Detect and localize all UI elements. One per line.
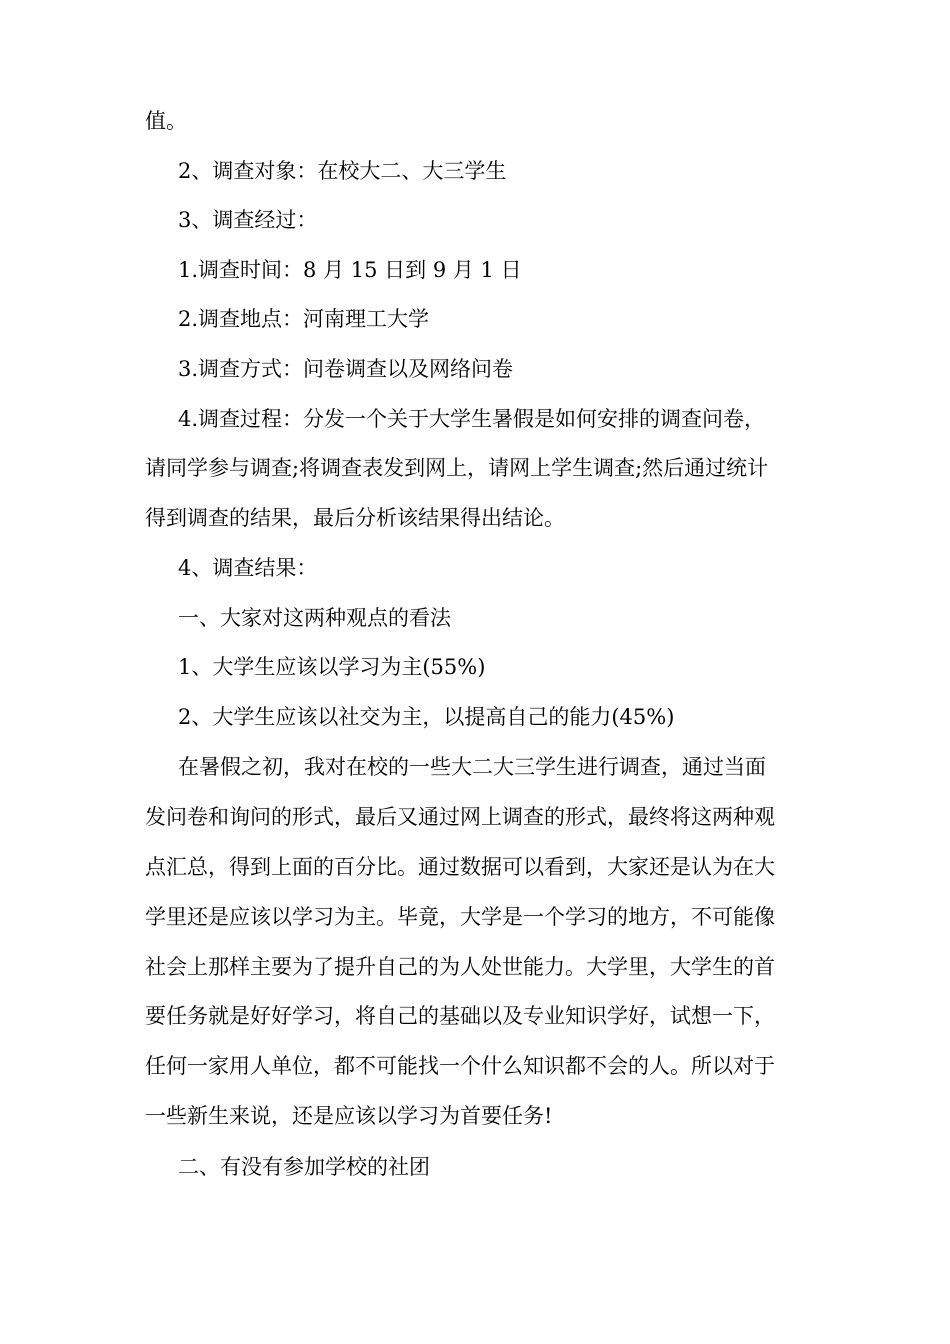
paragraph-line: 一些新生来说，还是应该以学习为首要任务! (145, 1104, 553, 1128)
paragraph-line: 要任务就是好好学习，将自己的基础以及专业知识学好，试想一下， (145, 1004, 775, 1028)
survey-procedure-line: 4.调查过程：分发一个关于大学生暑假是如何安排的调查问卷， (178, 407, 766, 431)
paragraph-line: 在暑假之初，我对在校的一些大二大三学生进行调查，通过当面 (178, 755, 766, 779)
paragraph-line: 社会上那样主要为了提升自己的为人处世能力。大学里，大学生的首 (145, 955, 775, 979)
opinion-item: 2、大学生应该以社交为主，以提高自己的能力(45%) (178, 705, 675, 729)
section-heading: 二、有没有参加学校的社团 (178, 1155, 430, 1179)
survey-time-line: 1.调查时间：8 月 15 日到 9 月 1 日 (178, 258, 522, 282)
text-line: 得到调查的结果，最后分析该结果得出结论。 (145, 506, 565, 530)
section-heading: 一、大家对这两种观点的看法 (178, 606, 451, 630)
survey-process-heading: 3、调查经过： (178, 208, 318, 232)
text-line: 请同学参与调查;将调查表发到网上，请网上学生调查;然后通过统计 (145, 456, 769, 480)
survey-location-line: 2.调查地点：河南理工大学 (178, 307, 430, 331)
survey-results-heading: 4、调查结果： (178, 556, 318, 580)
paragraph-line: 发问卷和询问的形式，最后又通过网上调查的形式，最终将这两种观 (145, 805, 775, 829)
opinion-item: 1、大学生应该以学习为主(55%) (178, 655, 486, 679)
survey-subject-line: 2、调查对象：在校大二、大三学生 (178, 159, 507, 183)
paragraph-line: 任何一家用人单位，都不可能找一个什么知识都不会的人。所以对于 (145, 1054, 775, 1078)
survey-method-line: 3.调查方式：问卷调查以及网络问卷 (178, 357, 514, 381)
paragraph-line: 点汇总，得到上面的百分比。通过数据可以看到，大家还是认为在大 (145, 855, 775, 879)
text-line: 值。 (145, 109, 187, 133)
paragraph-line: 学里还是应该以学习为主。毕竟，大学是一个学习的地方，不可能像 (145, 905, 775, 929)
